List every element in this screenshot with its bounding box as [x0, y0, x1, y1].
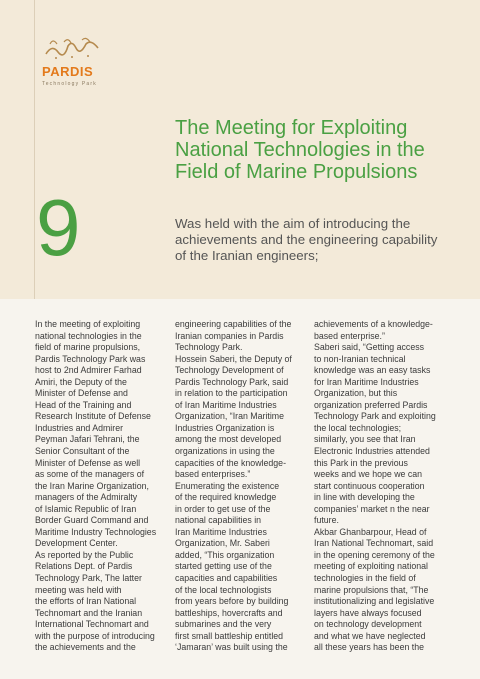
- logo-name: PARDIS: [42, 64, 94, 79]
- logo-tagline: Technology Park: [42, 81, 97, 87]
- article-number: 9: [36, 183, 81, 272]
- article-subtitle: Was held with the aim of introducing the achievements and the engineering capability of the Iranian engineers;: [175, 216, 438, 263]
- logo-calligraphy-icon: [42, 34, 102, 62]
- body-column-3: achievements of a knowledge- based enterprise.” Saberi said, “Getting access to non-Iranian technical knowledge was an easy tasks for Iran Maritime Industries Organization, but this organization preferred Pardis Technology Park and exploiting the local technologies; similarly, you see that Iran Electronic Industries attended this Park in the previous weeks and we hope we can start continuous cooperation in line with developing the companies’ market n the near future. Akbar Ghanbarpour, Head of Iran National Technomart, said in the opening ceremony of the meeting of exploiting national technologies in the field of marine propulsions that, “The institutionalizing and legislative layers have always focused on technology development and what we have neglected all these years has been the: [314, 319, 436, 653]
- body-column-2: engineering capabilities of the Iranian companies in Pardis Technology Park. Hossein Saberi, the Deputy of Technology Development of Pardis Technology Park, said in relation to the participation of Iran Maritime Industries Organization, “Iran Maritime Industries Organization is among the most developed organizations in using the capacities of the knowledge- based enterprises.” Enumerating the existence of the required knowledge in order to get use of the national capabilities in Iran Maritime Industries Organization, Mr. Saberi added, “This organization started getting use of the capacities and capabilities of the local technologists from years before by building battleships, hovercrafts and submarines and the very first small battleship entitled ‘Jamaran’ was built using the: [175, 319, 292, 653]
- body-column-1: In the meeting of exploiting national technologies in the field of marine propulsions, Pardis Technology Park was host to 2nd Admirer Farhad Amiri, the Deputy of the Minister of Defense and Head of the Training and Research Institute of Defense Industries and Admirer Peyman Jafari Tehrani, the Senior Consultant of the Minister of Defense as well as some of the managers of the Iran Marine Organization, managers of the Admiralty of Islamic Republic of Iran Border Guard Command and Maritime Industry Technologies Development Center. As reported by the Public Relations Dept. of Pardis Technology Park, The latter meeting was held with the efforts of Iran National Technomart and the Iranian International Technomart and with the purpose of introducing the achievements and the: [35, 319, 157, 653]
- article-title: The Meeting for Exploiting National Technologies in the Field of Marine Propulsions: [175, 117, 425, 183]
- pardis-logo: [40, 34, 110, 94]
- header-divider-line: [34, 0, 35, 299]
